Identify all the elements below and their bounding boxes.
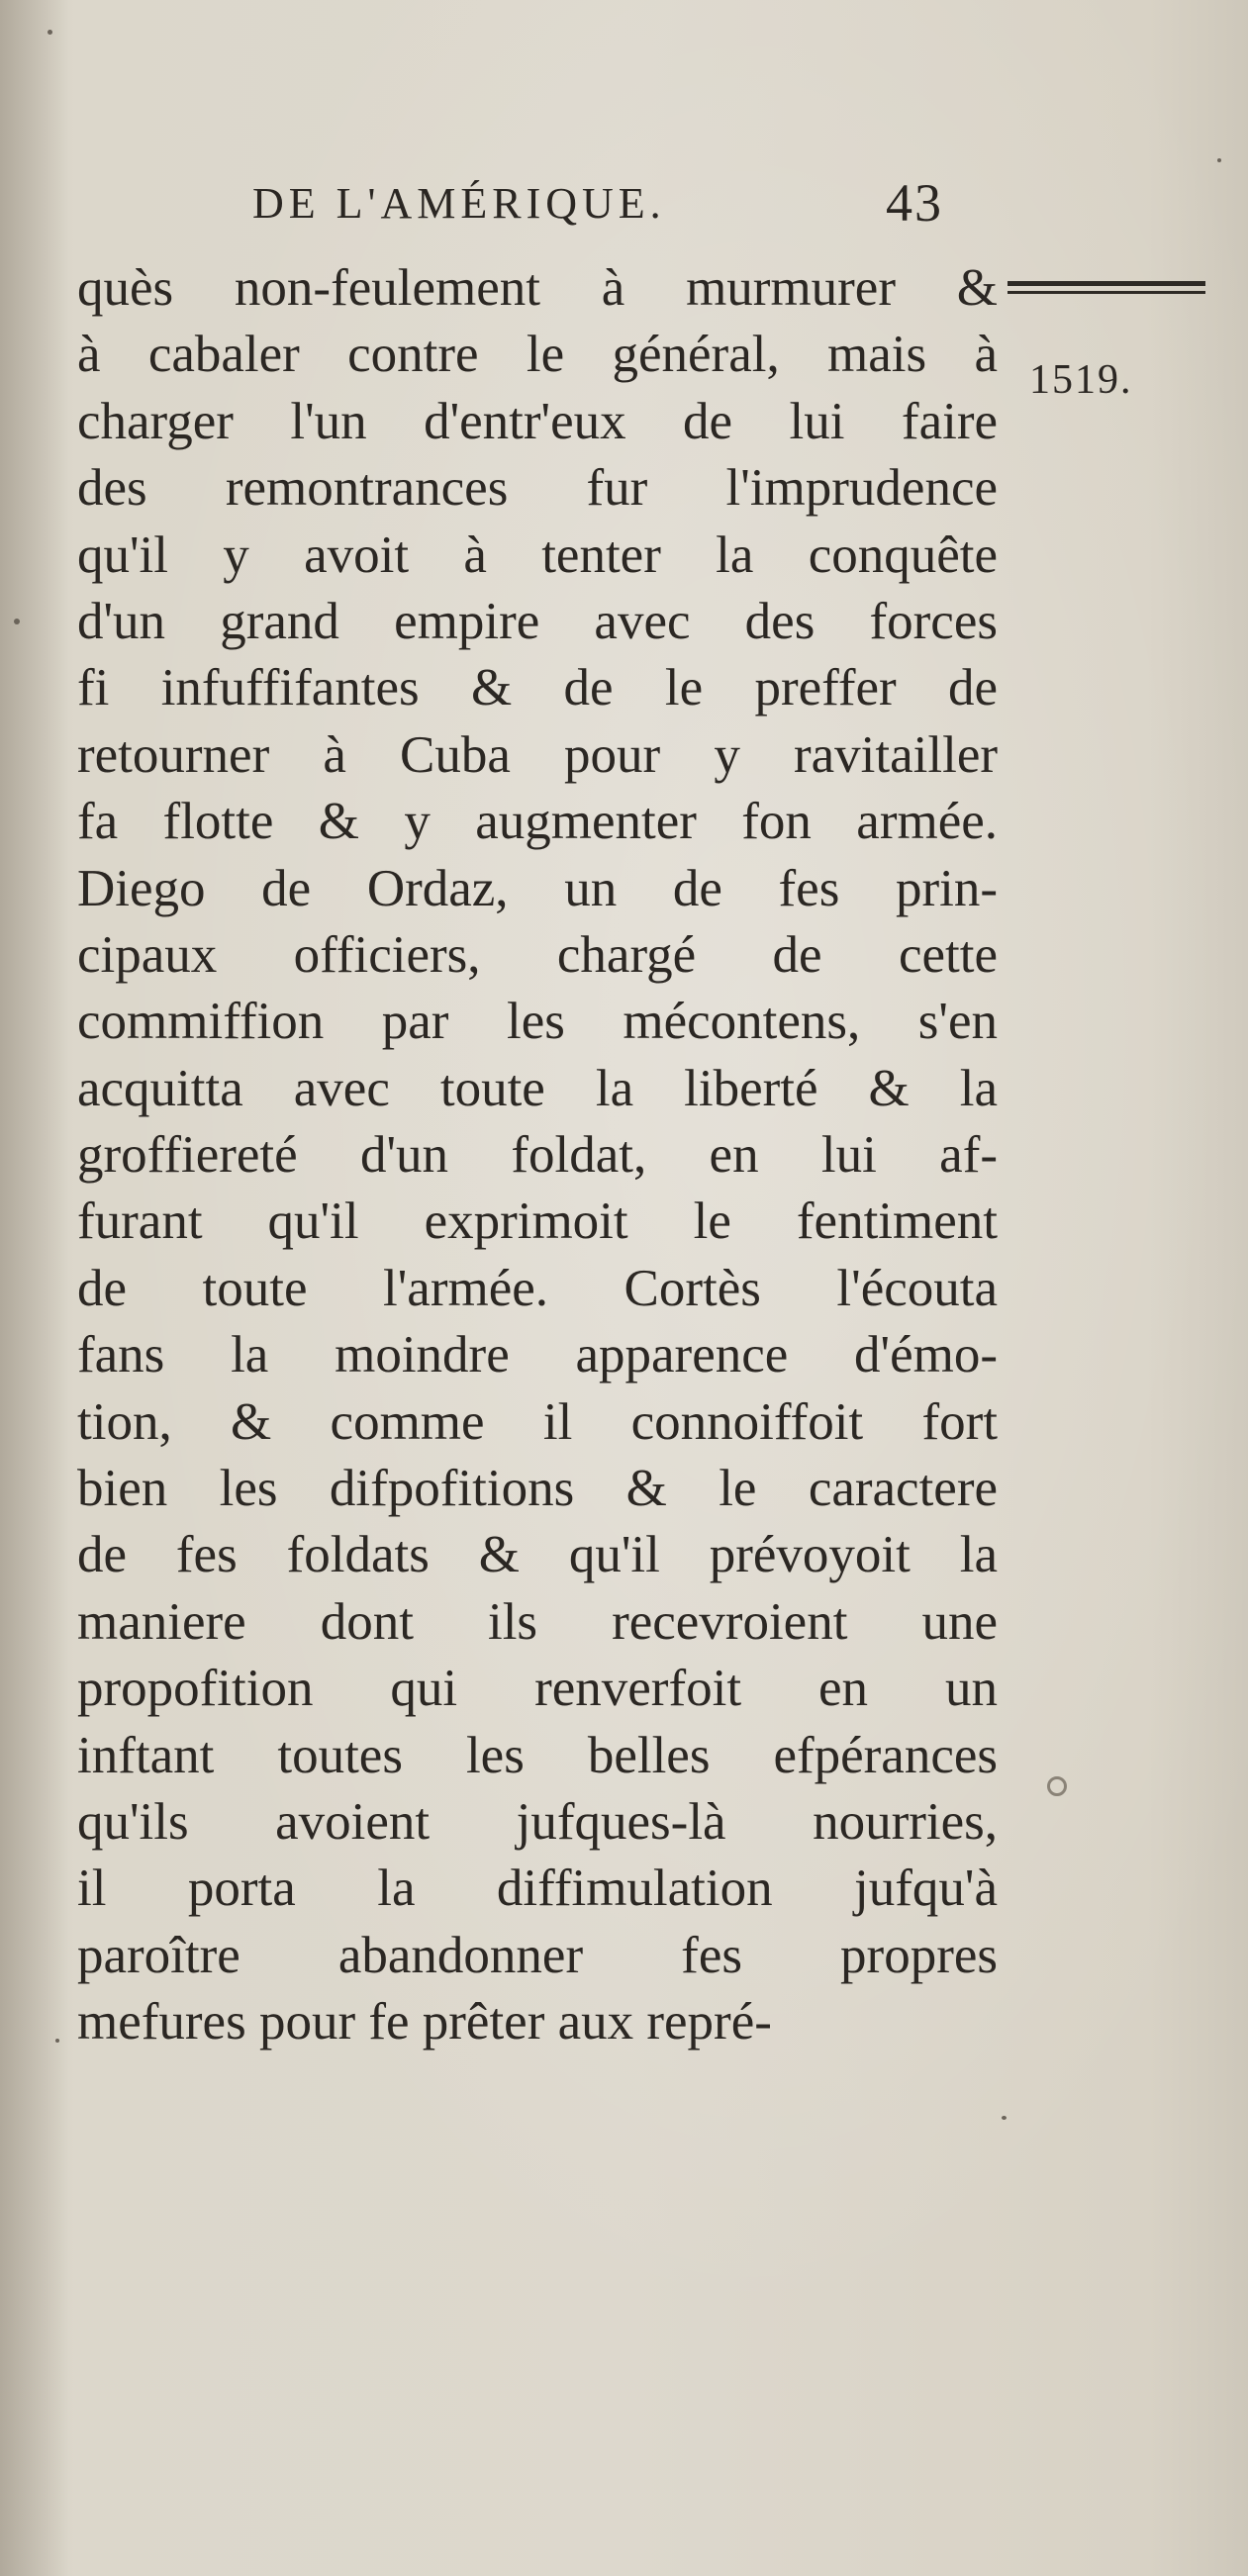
text-line: retourner à Cuba pour y ravitailler bbox=[77, 725, 998, 784]
text-line: des remontrances fur l'imprudence bbox=[77, 459, 998, 518]
text-line: commiffion par les mécontens, s'en bbox=[77, 993, 998, 1051]
running-head bbox=[252, 173, 1005, 238]
text-line: inftant toutes les belles efpérances bbox=[77, 1726, 998, 1784]
text-line: propofition qui renverfoit en un bbox=[77, 1660, 998, 1718]
text-line: furant qu'il exprimoit le fentiment bbox=[77, 1193, 998, 1251]
page-gutter-shadow bbox=[0, 0, 69, 2576]
text-line: qu'ils avoient jufques-là nourries, bbox=[77, 1792, 998, 1851]
margin-year-note: 1519. bbox=[1029, 357, 1133, 403]
text-line: quès non-feulement à murmurer & bbox=[77, 259, 998, 317]
text-line: groffiereté d'un foldat, en lui af- bbox=[77, 1126, 998, 1185]
text-line: fa flotte & y augmenter fon armée. bbox=[77, 793, 998, 851]
text-line: de fes foldats & qu'il prévoyoit la bbox=[77, 1526, 998, 1584]
text-line: acquitta avec toute la liberté & la bbox=[77, 1059, 998, 1117]
text-line: fans la moindre apparence d'émo- bbox=[77, 1326, 998, 1384]
running-head-title: DE L'AMÉRIQUE. bbox=[252, 179, 666, 228]
text-line: maniere dont ils recevroient une bbox=[77, 1592, 998, 1651]
paper-speck bbox=[55, 2039, 59, 2043]
text-line: bien les difpofitions & le caractere bbox=[77, 1460, 998, 1518]
text-line: cipaux officiers, chargé de cette bbox=[77, 925, 998, 984]
text-line: fi infuffifantes & de le preffer de bbox=[77, 659, 998, 717]
paper-speck bbox=[48, 30, 52, 35]
text-line: à cabaler contre le général, mais à bbox=[77, 326, 998, 384]
text-line: charger l'un d'entr'eux de lui faire bbox=[77, 392, 998, 450]
text-line: mefures pour fe prêter aux repré- bbox=[77, 1993, 772, 2051]
page-number: 43 bbox=[886, 173, 943, 233]
text-line: il porta la diffimulation jufqu'à bbox=[77, 1860, 998, 1918]
text-line: tion, & comme il connoiffoit fort bbox=[77, 1392, 998, 1451]
margin-double-rule bbox=[1008, 281, 1205, 299]
margin-rule-thick bbox=[1008, 281, 1205, 286]
paper-speck bbox=[1217, 158, 1221, 162]
text-line: qu'il y avoit à tenter la conquête bbox=[77, 525, 998, 584]
margin-rule-thin bbox=[1008, 291, 1205, 294]
paper-speck bbox=[1002, 2116, 1007, 2120]
text-line: paroître abandonner fes propres bbox=[77, 1926, 998, 1984]
text-line: d'un grand empire avec des forces bbox=[77, 592, 998, 650]
text-line: Diego de Ordaz, un de fes prin- bbox=[77, 859, 998, 917]
paper-blemish bbox=[1047, 1776, 1067, 1796]
body-text bbox=[77, 255, 998, 2056]
paper-speck bbox=[14, 619, 20, 624]
text-line: de toute l'armée. Cortès l'écouta bbox=[77, 1259, 998, 1317]
